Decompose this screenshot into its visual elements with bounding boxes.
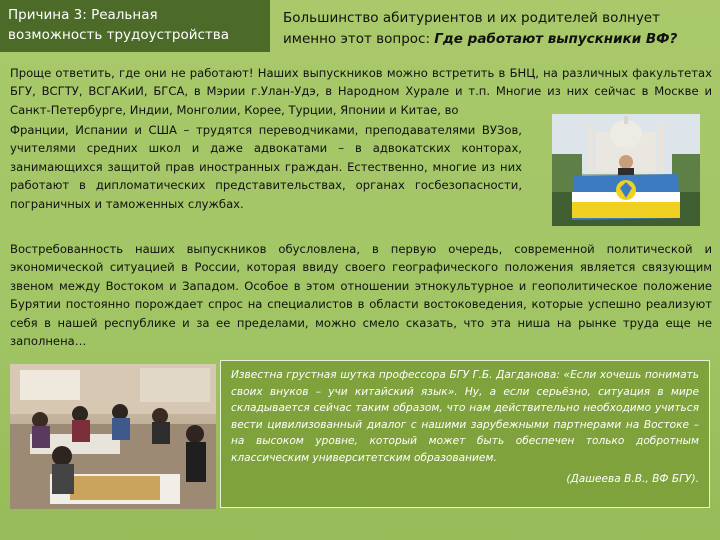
photo-students-classroom-image [10, 364, 216, 509]
heading-prefix: именно этот вопрос: [283, 31, 435, 47]
quote-signature: (Дашеева В.В., ВФ БГУ). [566, 472, 699, 485]
paragraph-graduates-intro: Проще ответить, где они не работают! Наших выпускников можно встретить в БНЦ, на различных факультетах БГУ, ВСГТУ, ВСГАКиИ, БГСА, в Мэрии г.Улан-Удэ, в Народном Хурале и т.п. Многие из них сейчас в Москве и Санкт-Петербурге, Индии, Монголии, Корее, Турции, Японии и Китае, во [10, 66, 712, 117]
title-line-2: возможность трудоустройства [8, 27, 230, 43]
photo-graduate-with-flag-image [552, 114, 700, 226]
photo-students-classroom [10, 364, 216, 509]
photo-graduate-with-flag [552, 114, 700, 226]
heading-question: Где работают выпускники ВФ? [434, 31, 678, 47]
paragraph-graduates-careers: Франции, Испании и США – трудятся переводчиками, преподавателями ВУЗов, учителями средних школ и даже адвокатами – в адвокатских конторах, занимающихся защитой прав иностранных граждан. Естественно, многие из них работают в дипломатических представительствах, органах госбезопасности, пограничных и таможенных службах. [10, 123, 522, 211]
quote-box [220, 360, 710, 508]
quote-text: Известна грустная шутка профессора БГУ Г.Б. Дагданова: «Если хочешь понимать своих внуков – учи китайский язык». Ну, а если серьёзно, ситуация в мире складывается сейчас таким образом, что нам действительно необходимо учиться вести цивилизованный диалог с нашими зарубежными партнерами на Востоке – на высоком уровне, который может быть обеспечен только добротным классическим университетским образованием. [231, 369, 699, 464]
title-line-1: Причина 3: Реальная [8, 7, 158, 23]
heading-line-1: Большинство абитуриентов и их родителей волнует [283, 10, 660, 26]
title-box [0, 0, 270, 52]
paragraph-demand: Востребованность наших выпускников обусловлена, в первую очередь, современной политической и экономической ситуацией в России, которая ввиду своего географического положения является связующим звеном между Востоком и Западом. Особое в этом отношении этнокультурное и геополитическое положение Бурятии постоянно порождает спрос на специалистов в области востоковедения, которые успешно реализуют себя в нашей республике и за ее пределами, можно смело сказать, что эта ниша на рынке труда еще не заполнена… [10, 242, 712, 349]
page-heading [283, 8, 713, 50]
heading-line-2 [283, 29, 713, 50]
